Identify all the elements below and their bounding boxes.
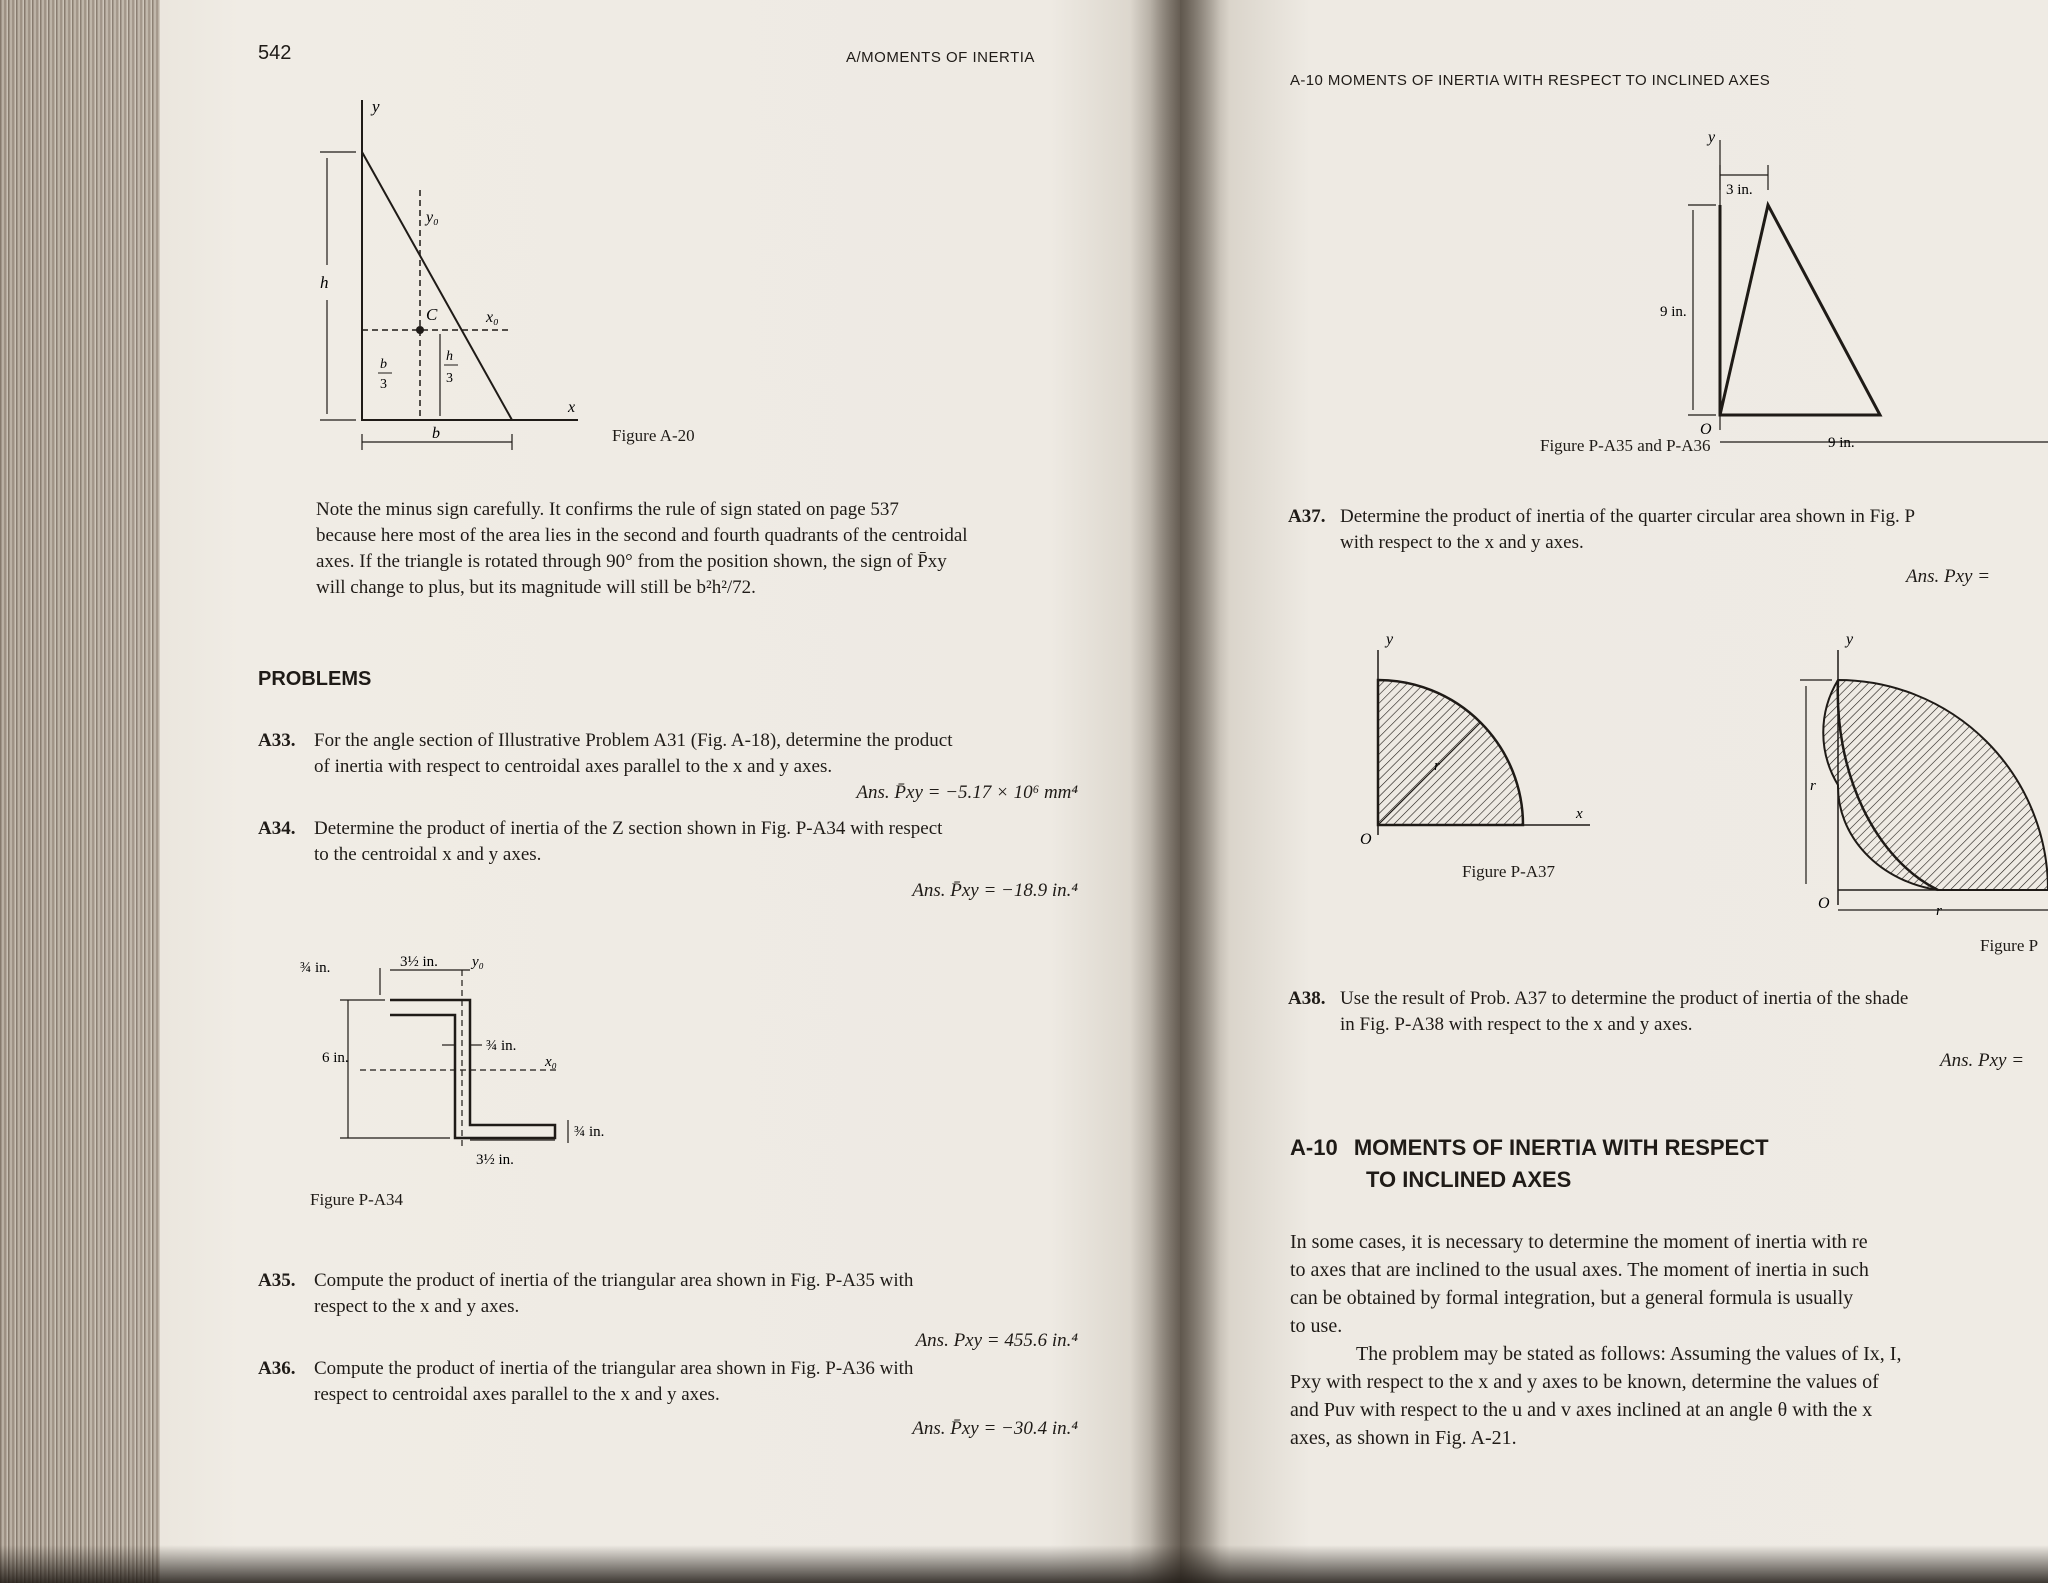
pa38-r-v-label: r bbox=[1810, 778, 1816, 794]
body-line: can be obtained by formal integration, but a general formula is usually bbox=[1290, 1287, 1854, 1309]
a20-c-label: C bbox=[426, 305, 438, 324]
pa34-three-quarter-label: ¾ in. bbox=[486, 1038, 517, 1054]
answer: Ans. Pxy = bbox=[1940, 1050, 2025, 1071]
a20-h3-den: 3 bbox=[446, 371, 453, 386]
figure-a20-caption: Figure A-20 bbox=[612, 426, 695, 445]
pa37-x-label: x bbox=[1576, 806, 1583, 822]
problem-number: A33. bbox=[258, 730, 296, 751]
book-spine-shadow bbox=[1130, 0, 1230, 1583]
problem-a38 bbox=[1288, 986, 2048, 1071]
a20-h-label: h bbox=[320, 273, 329, 292]
problem-line: of inertia with respect to centroidal axes parallel to the x and y axes. bbox=[314, 756, 833, 777]
body-line: The problem may be stated as follows: Assuming the values of Ix, I, bbox=[1356, 1343, 1902, 1365]
right-page bbox=[1180, 0, 2048, 1583]
problem-line: in Fig. P-A38 with respect to the x and y axes. bbox=[1340, 1014, 1693, 1035]
section-number: A-10 bbox=[1290, 1135, 1338, 1160]
figure-a20 bbox=[300, 90, 600, 450]
bottom-edge-shadow bbox=[0, 1545, 2048, 1583]
problem-line: to the centroidal x and y axes. bbox=[314, 844, 542, 865]
figure-pa34 bbox=[300, 950, 640, 1180]
a20-y0-label: y₀ bbox=[426, 209, 439, 226]
pa35-nine-in-h: 9 in. bbox=[1828, 435, 1855, 451]
pa37-y-label: y bbox=[1386, 631, 1394, 648]
page-number: 542 bbox=[258, 42, 292, 64]
problem-line: with respect to the x and y axes. bbox=[1340, 532, 1584, 553]
answer: Ans. P̄xy = −5.17 × 10⁶ mm⁴ bbox=[856, 782, 1078, 803]
a20-b3-num: b bbox=[380, 357, 387, 372]
pa34-three-half-bottom: 3½ in. bbox=[476, 1152, 514, 1168]
a20-b-label: b bbox=[432, 425, 440, 442]
pa34-three-quarter-bottom: ¾ in. bbox=[574, 1124, 605, 1140]
figure-pa35-caption: Figure P-A35 and P-A36 bbox=[1540, 436, 1711, 455]
note-paragraph bbox=[316, 497, 1076, 601]
pa37-o-label: O bbox=[1360, 831, 1372, 848]
problem-number: A37. bbox=[1288, 506, 1326, 527]
body-line: axes, as shown in Fig. A-21. bbox=[1290, 1427, 1517, 1449]
body-line: to axes that are inclined to the usual axes. The moment of inertia in such bbox=[1290, 1259, 1869, 1281]
section-heading bbox=[1290, 1132, 1769, 1196]
a20-y-label: y bbox=[372, 97, 380, 116]
body-line: In some cases, it is necessary to determine the moment of inertia with re bbox=[1290, 1231, 1868, 1253]
pa34-six-in-label: 6 in. bbox=[322, 1050, 349, 1066]
problem-a33 bbox=[258, 728, 1078, 803]
a20-b3-den: 3 bbox=[380, 377, 387, 392]
problem-a34 bbox=[258, 816, 1078, 901]
problem-line: respect to centroidal axes parallel to the x and y axes. bbox=[314, 1384, 720, 1405]
problem-a35 bbox=[258, 1268, 1078, 1351]
pa38-o-label: O bbox=[1818, 895, 1830, 912]
figure-pa38-caption: Figure P bbox=[1980, 936, 2039, 955]
running-head-left: A/MOMENTS OF INERTIA bbox=[846, 49, 1035, 66]
figure-pa37 bbox=[1350, 630, 1660, 860]
pa35-nine-in-v: 9 in. bbox=[1660, 304, 1687, 320]
body-line: to use. bbox=[1290, 1315, 1343, 1337]
problem-line: For the angle section of Illustrative Problem A31 (Fig. A-18), determine the product bbox=[314, 730, 953, 751]
page-edge-stack bbox=[0, 0, 160, 1583]
note-line: will change to plus, but its magnitude will still be b²h²/72. bbox=[316, 577, 756, 598]
pa38-y-label: y bbox=[1846, 631, 1854, 648]
a20-h3-num: h bbox=[446, 349, 453, 364]
pa34-y0-label: y₀ bbox=[472, 954, 484, 970]
problem-number: A35. bbox=[258, 1270, 296, 1291]
figure-pa35 bbox=[1660, 120, 2048, 460]
section-title-line1: MOMENTS OF INERTIA WITH RESPECT bbox=[1353, 1135, 1769, 1160]
answer: Ans. P̄xy = −18.9 in.⁴ bbox=[912, 880, 1078, 901]
pa38-r-h-label: r bbox=[1936, 903, 1942, 919]
pa35-o-label: O bbox=[1700, 421, 1712, 438]
problems-heading: PROBLEMS bbox=[258, 668, 372, 690]
figure-pa37-caption: Figure P-A37 bbox=[1462, 862, 1556, 881]
problem-line: Use the result of Prob. A37 to determine the product of inertia of the shade bbox=[1340, 988, 1909, 1009]
pa35-y-label: y bbox=[1708, 129, 1716, 146]
problem-line: Determine the product of inertia of the quarter circular area shown in Fig. P bbox=[1340, 506, 1916, 527]
answer: Ans. Pxy = 455.6 in.⁴ bbox=[915, 1330, 1078, 1351]
section-body bbox=[1290, 1228, 2048, 1452]
body-line: Pxy with respect to the x and y axes to be known, determine the values of bbox=[1290, 1371, 1879, 1393]
pa34-x0-label: x₀ bbox=[545, 1054, 557, 1070]
a20-x-label: x bbox=[568, 399, 576, 416]
note-line: Note the minus sign carefully. It confirms the rule of sign stated on page 537 bbox=[316, 499, 899, 520]
figure-pa38 bbox=[1760, 630, 2048, 920]
section-title-line2: TO INCLINED AXES bbox=[1366, 1167, 1572, 1192]
problem-a37 bbox=[1288, 504, 2048, 587]
pa37-r-label: r bbox=[1434, 758, 1440, 774]
answer: Ans. Pxy = bbox=[1906, 566, 1991, 587]
pa35-three-in: 3 in. bbox=[1726, 182, 1753, 198]
running-head-right: A-10 MOMENTS OF INERTIA WITH RESPECT TO INCLINED AXES bbox=[1290, 72, 1771, 89]
problem-line: respect to the x and y axes. bbox=[314, 1296, 520, 1317]
problem-line: Determine the product of inertia of the Z section shown in Fig. P-A34 with respect bbox=[314, 818, 943, 839]
pa34-quarter-label: ¾ in. bbox=[300, 960, 331, 976]
figure-pa34-caption: Figure P-A34 bbox=[310, 1190, 404, 1209]
body-line: and Puv with respect to the u and v axes inclined at an angle θ with the x bbox=[1290, 1399, 1873, 1421]
problem-number: A34. bbox=[258, 818, 296, 839]
answer: Ans. P̄xy = −30.4 in.⁴ bbox=[912, 1418, 1078, 1439]
problem-line: Compute the product of inertia of the triangular area shown in Fig. P-A36 with bbox=[314, 1358, 914, 1379]
problem-line: Compute the product of inertia of the triangular area shown in Fig. P-A35 with bbox=[314, 1270, 914, 1291]
note-line: axes. If the triangle is rotated through 90° from the position shown, the sign of P̄xy bbox=[316, 551, 947, 572]
problem-number: A38. bbox=[1288, 988, 1326, 1009]
note-line: because here most of the area lies in the second and fourth quadrants of the centroidal bbox=[316, 525, 968, 546]
pa34-three-half-top: 3½ in. bbox=[400, 954, 438, 970]
a20-x0-label: x₀ bbox=[486, 309, 499, 326]
problem-a36 bbox=[258, 1356, 1078, 1439]
problem-number: A36. bbox=[258, 1358, 296, 1379]
